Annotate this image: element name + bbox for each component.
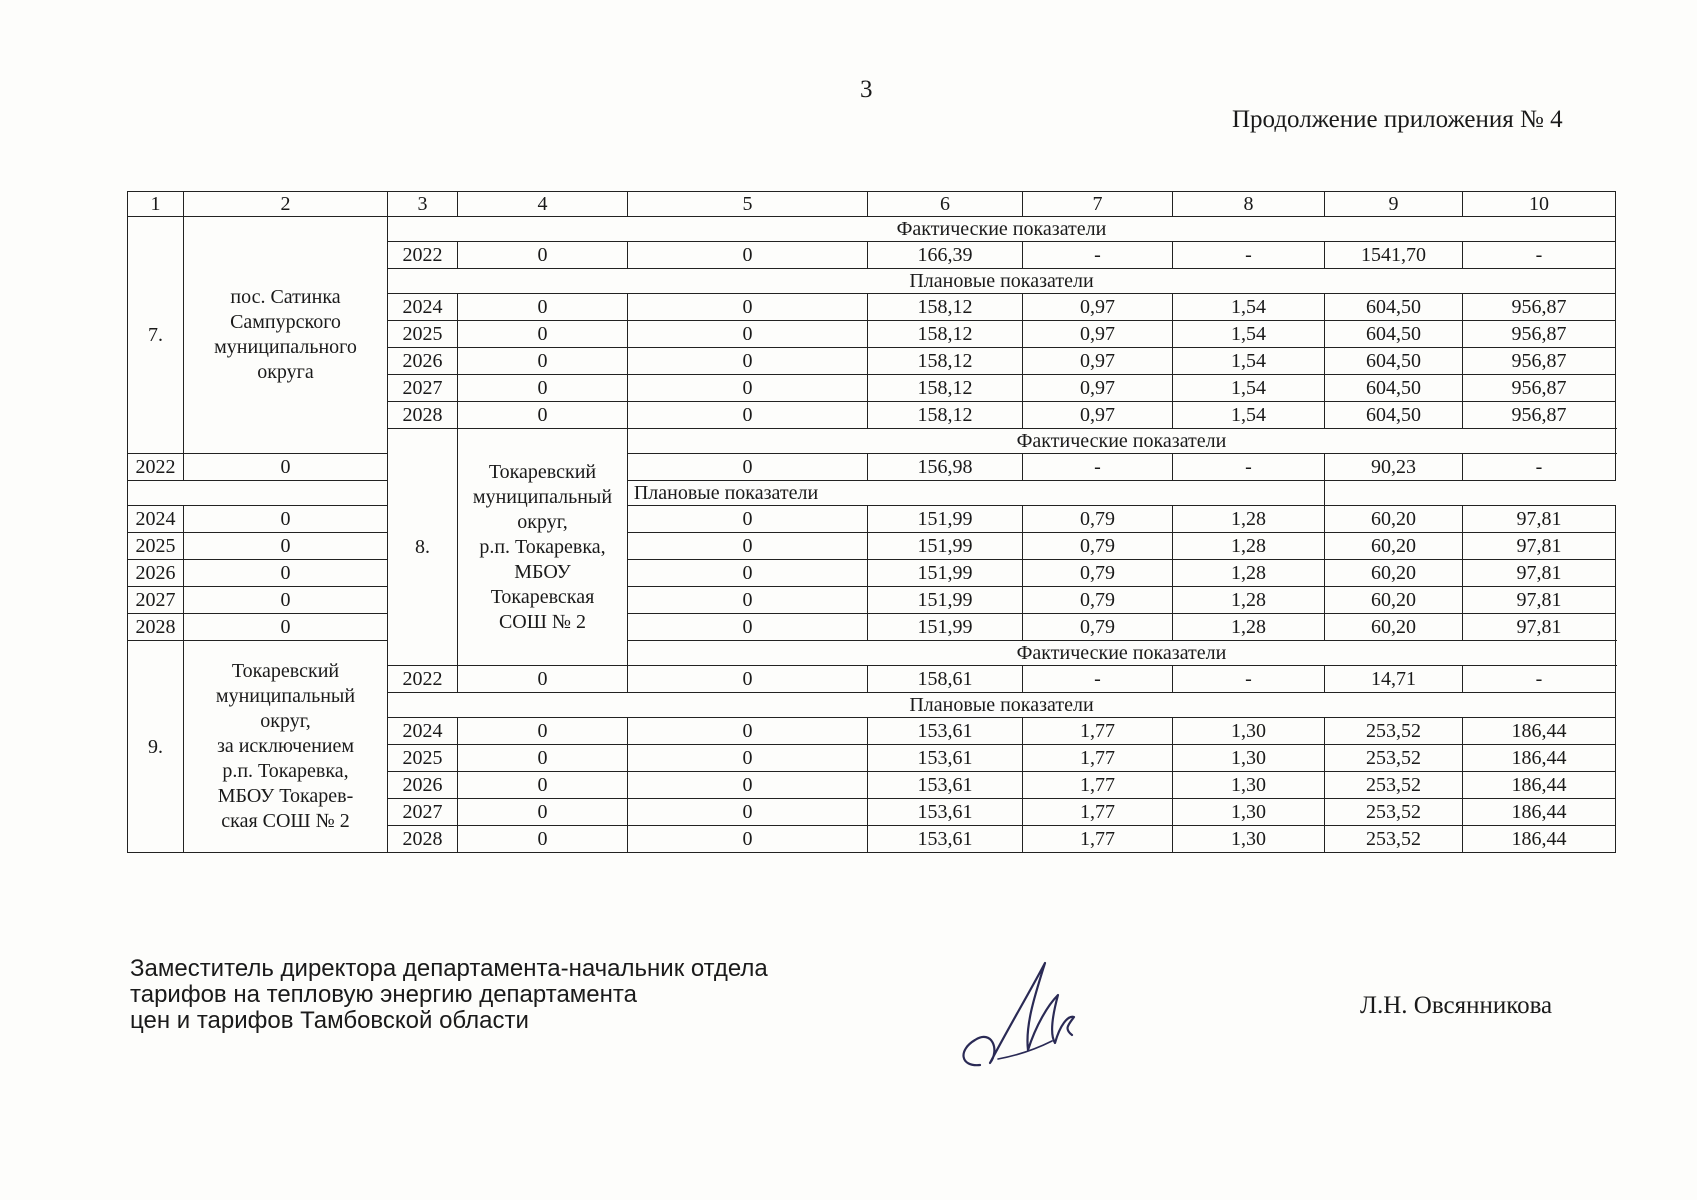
table-cell: -: [1463, 666, 1616, 693]
group-name-line: округа: [257, 361, 314, 383]
table-cell: 1,54: [1173, 402, 1325, 429]
table-cell: 253,52: [1325, 799, 1463, 826]
group-name-line: р.п. Токаревка,: [479, 535, 606, 558]
table-cell: 2027: [388, 799, 458, 826]
column-header: 8: [1173, 192, 1325, 217]
table-cell: 2027: [388, 375, 458, 402]
table-cell: 1,54: [1173, 375, 1325, 402]
group-name-line: пос. Сатинка: [230, 286, 341, 308]
group-name: [184, 641, 388, 853]
table-cell: 0: [458, 826, 628, 853]
group-name-line: МБОУ Токаревская: [490, 560, 595, 608]
table-cell: 0: [628, 614, 868, 641]
table-cell: 2022: [388, 666, 458, 693]
table-cell: 0: [458, 348, 628, 375]
table-cell: -: [1023, 454, 1173, 481]
table-cell: 956,87: [1463, 348, 1616, 375]
table-cell: 0: [628, 718, 868, 745]
group-name-line: округ,: [517, 510, 568, 533]
table-cell: 0: [458, 242, 628, 269]
table-cell: 604,50: [1325, 348, 1463, 375]
table-cell: 0: [628, 666, 868, 693]
table-cell: -: [1023, 242, 1173, 269]
table-cell: 0,97: [1023, 402, 1173, 429]
table-cell: 151,99: [868, 614, 1023, 641]
table-cell: 0,79: [1023, 587, 1173, 614]
group-name-line: Токаревский: [488, 460, 597, 483]
table-cell: 0: [628, 560, 868, 587]
page-number: 3: [860, 76, 873, 103]
group-name-line: ская СОШ № 2: [221, 810, 350, 832]
group-name-line: СОШ № 2: [498, 610, 587, 633]
table-cell: 97,81: [1463, 506, 1616, 533]
table-cell: 153,61: [868, 745, 1023, 772]
table-cell: 186,44: [1463, 799, 1616, 826]
group-name-line: муниципальный: [215, 685, 356, 707]
table-cell: 2025: [128, 533, 184, 560]
table-cell: 151,99: [868, 506, 1023, 533]
table-cell: 0: [628, 533, 868, 560]
group-row: [128, 641, 1616, 666]
table-cell: 60,20: [1325, 614, 1463, 641]
table-cell: 97,81: [1463, 614, 1616, 641]
signatory-title-line: цен и тарифов Тамбовской области: [130, 1007, 529, 1034]
column-header: 1: [128, 192, 184, 217]
table-cell: 158,61: [868, 666, 1023, 693]
table-cell: 956,87: [1463, 321, 1616, 348]
table-cell: 186,44: [1463, 772, 1616, 799]
table-cell: 0: [628, 375, 868, 402]
signatory-title-line: Заместитель директора департамента-начальник отдела: [130, 955, 768, 982]
table-cell: 0: [628, 348, 868, 375]
table-cell: 0: [184, 533, 388, 560]
table-cell: 956,87: [1463, 402, 1616, 429]
table-cell: 158,12: [868, 375, 1023, 402]
table-cell: 0: [628, 587, 868, 614]
table-cell: 0: [628, 826, 868, 853]
group-number: 9.: [128, 641, 184, 853]
table-cell: 1,54: [1173, 321, 1325, 348]
table-cell: 0,79: [1023, 614, 1173, 641]
table-cell: 253,52: [1325, 745, 1463, 772]
group-name-line: округ,: [260, 710, 311, 732]
table-cell: 186,44: [1463, 745, 1616, 772]
table-cell: 0: [184, 454, 388, 481]
table-cell: 0: [628, 745, 868, 772]
table-cell: 0: [458, 799, 628, 826]
table-cell: 604,50: [1325, 294, 1463, 321]
column-header: 7: [1023, 192, 1173, 217]
table-cell: 1,30: [1173, 772, 1325, 799]
table-cell: 0,97: [1023, 375, 1173, 402]
table-cell: 0,97: [1023, 294, 1173, 321]
table-cell: 0: [458, 745, 628, 772]
group-name-line: МБОУ Токарев-: [217, 785, 354, 807]
group-name-line: р.п. Токаревка,: [222, 760, 349, 782]
table-cell: 1,77: [1023, 826, 1173, 853]
column-header: 2: [184, 192, 388, 217]
tariff-table: [127, 191, 1616, 853]
table-cell: 153,61: [868, 772, 1023, 799]
table-cell: 158,12: [868, 294, 1023, 321]
table-cell: 97,81: [1463, 533, 1616, 560]
table-cell: 2022: [128, 454, 184, 481]
table-cell: -: [1173, 666, 1325, 693]
data-row-fact: [128, 454, 1616, 481]
signatory-title: [130, 956, 830, 1034]
table-cell: 60,20: [1325, 533, 1463, 560]
table-cell: 90,23: [1325, 454, 1463, 481]
appendix-title: Продолжение приложения № 4: [1232, 106, 1563, 133]
table-cell: 2026: [388, 772, 458, 799]
table-cell: 956,87: [1463, 294, 1616, 321]
table-cell: 0,97: [1023, 321, 1173, 348]
table-cell: 186,44: [1463, 718, 1616, 745]
table-cell: 156,98: [868, 454, 1023, 481]
table-cell: 151,99: [868, 587, 1023, 614]
table-cell: 1,28: [1173, 614, 1325, 641]
table-cell: 153,61: [868, 826, 1023, 853]
table-cell: 0: [628, 506, 868, 533]
table-cell: 158,12: [868, 348, 1023, 375]
table-cell: 1541,70: [1325, 242, 1463, 269]
group-name-line: Сампурского: [230, 311, 341, 333]
table-cell: 1,30: [1173, 718, 1325, 745]
signer-name: Л.Н. Овсянникова: [1360, 992, 1553, 1019]
data-row-plan: [128, 587, 1616, 614]
column-header: 5: [628, 192, 868, 217]
section-label-fact: Фактические показатели: [628, 641, 1616, 666]
table-cell: 97,81: [1463, 587, 1616, 614]
table-cell: 14,71: [1325, 666, 1463, 693]
table-cell: 158,12: [868, 321, 1023, 348]
table-cell: 253,52: [1325, 826, 1463, 853]
table-cell: 0: [458, 772, 628, 799]
data-row-plan: [128, 614, 1616, 641]
table-cell: 0,79: [1023, 506, 1173, 533]
table-cell: 0: [458, 402, 628, 429]
table-cell: 2026: [128, 560, 184, 587]
column-header: 4: [458, 192, 628, 217]
table-cell: 2028: [388, 826, 458, 853]
table-cell: -: [1023, 666, 1173, 693]
table-cell: 2024: [388, 718, 458, 745]
column-header: 10: [1463, 192, 1616, 217]
table-cell: 604,50: [1325, 375, 1463, 402]
table-cell: 0: [184, 587, 388, 614]
table-cell: 1,30: [1173, 826, 1325, 853]
data-row-plan: [128, 533, 1616, 560]
table-cell: 0: [184, 614, 388, 641]
data-row-plan: [128, 560, 1616, 587]
table-cell: 2028: [388, 402, 458, 429]
table-cell: 186,44: [1463, 826, 1616, 853]
column-header: 3: [388, 192, 458, 217]
table-cell: 1,77: [1023, 799, 1173, 826]
table-cell: 1,30: [1173, 745, 1325, 772]
table-cell: 253,52: [1325, 772, 1463, 799]
table-cell: 158,12: [868, 402, 1023, 429]
section-label-plan: Плановые показатели: [128, 481, 1325, 506]
table-cell: 0: [458, 666, 628, 693]
table-cell: 0: [628, 454, 868, 481]
section-label-fact: Фактические показатели: [388, 217, 1616, 242]
table-cell: 0: [628, 321, 868, 348]
table-cell: 2026: [388, 348, 458, 375]
column-header: 6: [868, 192, 1023, 217]
table-cell: 1,54: [1173, 294, 1325, 321]
section-row: [128, 481, 1616, 506]
table-cell: 153,61: [868, 718, 1023, 745]
table-cell: 0,97: [1023, 348, 1173, 375]
table-cell: 2024: [388, 294, 458, 321]
group-row: [128, 217, 1616, 242]
table-cell: 166,39: [868, 242, 1023, 269]
table-cell: 253,52: [1325, 718, 1463, 745]
table-cell: 0: [458, 718, 628, 745]
column-header: 9: [1325, 192, 1463, 217]
table-cell: 1,28: [1173, 506, 1325, 533]
table-cell: 153,61: [868, 799, 1023, 826]
table-cell: -: [1463, 242, 1616, 269]
table-cell: 0: [184, 560, 388, 587]
column-header-row: [128, 192, 1616, 217]
table-cell: 0: [458, 321, 628, 348]
table-cell: 0: [628, 799, 868, 826]
table-cell: 1,30: [1173, 799, 1325, 826]
table-cell: 0: [628, 772, 868, 799]
table-cell: 1,54: [1173, 348, 1325, 375]
table-cell: 2024: [128, 506, 184, 533]
table-cell: 0: [628, 242, 868, 269]
table-cell: -: [1463, 454, 1616, 481]
signatory-title-line: тарифов на тепловую энергию департамента: [130, 981, 637, 1008]
data-row-plan: [128, 506, 1616, 533]
table-cell: 1,28: [1173, 560, 1325, 587]
table-cell: 1,77: [1023, 718, 1173, 745]
table-cell: 2025: [388, 745, 458, 772]
section-label-plan: Плановые показатели: [388, 693, 1616, 718]
group-name: [184, 217, 388, 454]
table-cell: -: [1173, 454, 1325, 481]
table-cell: 1,28: [1173, 587, 1325, 614]
table-cell: 604,50: [1325, 402, 1463, 429]
handwritten-signature: [940, 955, 1090, 1075]
table-cell: 604,50: [1325, 321, 1463, 348]
group-number: 7.: [128, 217, 184, 454]
group-name-line: за исключением: [216, 735, 355, 757]
table-cell: 97,81: [1463, 560, 1616, 587]
table-cell: 0: [458, 375, 628, 402]
table-cell: 0: [184, 506, 388, 533]
table-body: [128, 192, 1616, 853]
table-cell: 60,20: [1325, 506, 1463, 533]
section-label-fact: Фактические показатели: [628, 429, 1616, 454]
table-cell: 0: [628, 402, 868, 429]
group-name: [458, 429, 628, 666]
table-cell: 0,79: [1023, 560, 1173, 587]
group-name-line: муниципального: [214, 336, 357, 358]
table-cell: 2022: [388, 242, 458, 269]
table-cell: 0: [458, 294, 628, 321]
table-cell: 2028: [128, 614, 184, 641]
table-cell: 151,99: [868, 560, 1023, 587]
group-number: 8.: [388, 429, 458, 666]
table-cell: 1,28: [1173, 533, 1325, 560]
group-name-line: Токаревский: [231, 660, 340, 682]
group-name-line: муниципальный: [472, 485, 613, 508]
table-cell: 2027: [128, 587, 184, 614]
table-cell: 151,99: [868, 533, 1023, 560]
table-cell: 956,87: [1463, 375, 1616, 402]
table-cell: 2025: [388, 321, 458, 348]
table-cell: 1,77: [1023, 772, 1173, 799]
table-cell: 0: [628, 294, 868, 321]
table-cell: 60,20: [1325, 560, 1463, 587]
table-cell: 1,77: [1023, 745, 1173, 772]
table-cell: -: [1173, 242, 1325, 269]
table-cell: 60,20: [1325, 587, 1463, 614]
table-cell: 0,79: [1023, 533, 1173, 560]
section-label-plan: Плановые показатели: [388, 269, 1616, 294]
